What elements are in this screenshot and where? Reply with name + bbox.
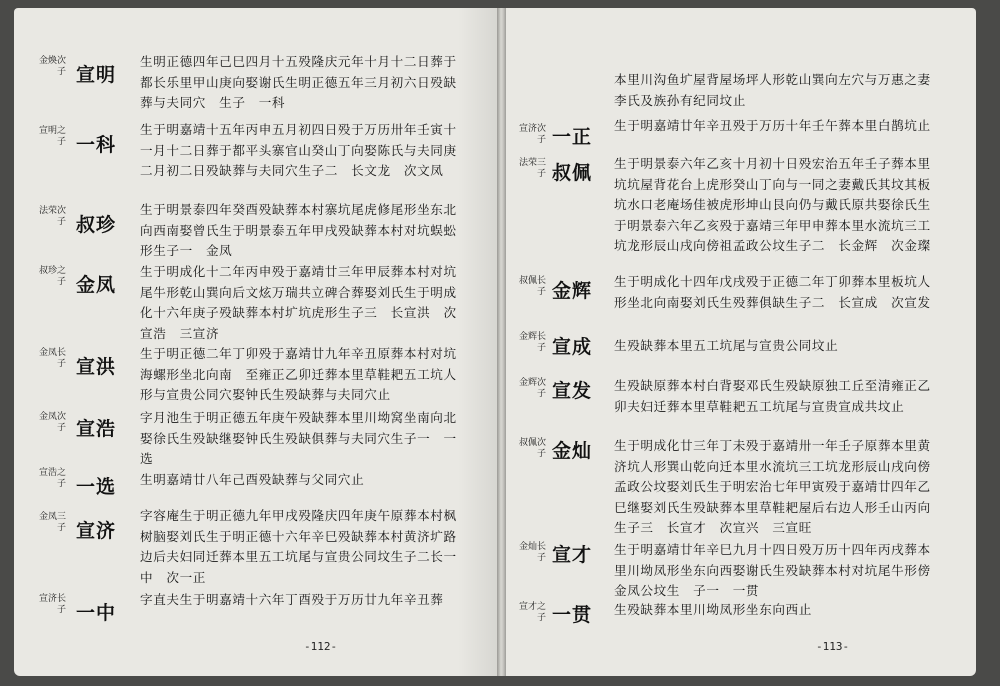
lineage-tag: 金煥次子 — [38, 56, 66, 77]
person-name: 一正 — [552, 126, 593, 148]
lineage-tag: 金辉长子 — [518, 332, 546, 353]
lineage-tag: 叔佩长子 — [518, 276, 546, 297]
lineage-tag: 金凤三子 — [38, 512, 66, 533]
biography-text: 生于明成化廿三年丁未殁于嘉靖卅一年壬子原葬本里黄济坑人形巽山乾向迁本里水流坑三工坑龙形辰山戌向傍孟政公坟娶刘氏生于明宏治七年甲寅殁于嘉靖廿四年乙巳继娶刘氏生殁缺葬本里草鞋耙屋后右边人形壬山丙向生子三 长宣才 次宣兴 三宣旺 — [614, 438, 931, 535]
lineage-tag: 金凤长子 — [38, 348, 66, 369]
biography-text: 生殁缺原葬本村白背娶邓氏生殁缺原独工丘至清雍正乙卯夫妇迁葬本里草鞋耙五工坑尾与宣贵宣成共坟止 — [614, 378, 931, 414]
biography-text: 生于明景泰四年癸酉殁缺葬本村寨坑尾虎修尾形坐东北向西南娶曾氏生于明景泰五年甲戌殁缺葬本村对坑蜈蚣形生子一 金凤 — [140, 202, 457, 258]
biography-text: 字月池生于明正德五年庚午殁缺葬本里川坳窝坐南向北娶徐氏生殁缺继娶钟氏生殁缺俱葬与夫同穴生子一 一选 — [140, 410, 457, 466]
biography-text: 生殁缺葬本里川坳凤形坐东向西止 — [614, 602, 812, 617]
lineage-tag: 金灿长子 — [518, 542, 546, 563]
person-name: 宣成 — [552, 336, 593, 358]
biography-text: 生于明嘉靖廿年辛巳九月十四日殁万历十四年丙戌葬本里川坳凤形坐东向西娶谢氏生殁缺葬本村对坑尾牛形傍金凤公坟生 子一 一贯 — [614, 542, 931, 598]
biography-text: 生明嘉靖廿八年己酉殁缺葬与父同穴止 — [140, 472, 365, 487]
person-name: 叔珍 — [76, 214, 117, 236]
person-name: 宣浩 — [76, 418, 117, 440]
lineage-tag: 宣浩之子 — [38, 468, 66, 489]
lineage-tag: 法荣次子 — [38, 206, 66, 227]
continuation-text: 本里川沟鱼圹屋背屋场坪人形乾山巽向左穴与万惠之妻李氏及族孙有纪同坟止 — [614, 72, 931, 108]
person-name: 宣才 — [552, 544, 593, 566]
biography-text: 生于明成化十四年戊戌殁于正德二年丁卯葬本里板坑人形坐北向南娶刘氏生殁葬俱缺生子二 长宣成 次宣发 — [614, 274, 931, 310]
lineage-tag: 金辉次子 — [518, 378, 546, 399]
biography-text: 生于明成化十二年丙申殁于嘉靖廿三年甲辰葬本村对坑尾牛形乾山巽向后文炫万瑞共立碑合葬娶刘氏生于明成化十六年庚子殁缺葬本村圹坑虎形生子三 长宣洪 次宣浩 三宣济 — [140, 264, 457, 341]
lineage-tag: 宣济次子 — [518, 124, 546, 145]
lineage-tag: 宣明之子 — [38, 126, 66, 147]
person-name: 金灿 — [552, 440, 593, 462]
person-name: 金辉 — [552, 280, 593, 302]
person-name: 一贯 — [552, 604, 593, 626]
biography-text: 字容庵生于明正德九年甲戌殁隆庆四年庚午原葬本村枫树脑娶刘氏生于明正德十六年辛巳殁缺葬本村黄济圹路边后夫妇同迁葬本里五工坑尾与宣贵公同坟生子二长一中 次一正 — [140, 508, 457, 585]
biography-text: 生于明正德二年丁卯殁于嘉靖廿九年辛丑原葬本村对坑海螺形坐北向南 至雍正乙卯迁葬本里草鞋耙五工坑人形与宣贵公同穴娶钟氏生殁缺葬与夫同穴止 — [140, 346, 457, 402]
person-name: 宣发 — [552, 380, 593, 402]
biography-text: 生明正德四年己巳四月十五殁隆庆元年十月十二日葬于都长乐里甲山庚向娶谢氏生明正德五年三月初六日殁缺葬与夫同穴 生子 一科 — [140, 54, 457, 110]
person-name: 宣济 — [76, 520, 117, 542]
biography-text: 生于明嘉靖十五年丙申五月初四日殁于万历卅年壬寅十一月十二日葬于都平头寨官山癸山丁向娶陈氏与夫同庚二月初二日殁缺葬与夫同穴生子二 长文龙 次文凤 — [140, 122, 457, 178]
lineage-tag: 叔佩次子 — [518, 438, 546, 459]
person-name: 一选 — [76, 476, 117, 498]
lineage-tag: 宣济长子 — [38, 594, 66, 615]
lineage-tag: 金凤次子 — [38, 412, 66, 433]
left-page — [14, 8, 498, 676]
lineage-tag: 宣才之子 — [518, 602, 546, 623]
lineage-tag: 法荣三子 — [518, 158, 546, 179]
person-name: 宣明 — [76, 64, 117, 86]
person-name: 宣洪 — [76, 356, 117, 378]
biography-text: 生于明景泰六年乙亥十月初十日殁宏治五年壬子葬本里坑坑屋背花台上虎形癸山丁向与一同之妻戴氏其坟其板坑水口老庵场佳被虎形坤山艮向仍与戴氏原共娶徐氏生于明景泰六年乙亥殁于嘉靖三年甲申葬本里水流坑三工坑龙形辰山戌向傍祖孟政公坟生子二 长金辉 次金璨 — [614, 156, 931, 253]
lineage-tag: 叔珍之子 — [38, 266, 66, 287]
person-name: 叔佩 — [552, 162, 593, 184]
person-name: 金凤 — [76, 274, 117, 296]
right-page — [506, 8, 976, 676]
page-number: -112- — [304, 640, 338, 653]
biography-text: 字直夫生于明嘉靖十六年丁酉殁于万历廿九年辛丑葬 — [140, 592, 444, 607]
person-name: 一中 — [76, 602, 117, 624]
person-name: 一科 — [76, 134, 117, 156]
biography-text: 生于明嘉靖廿年辛丑殁于万历十年壬午葬本里白鹊坑止 — [614, 118, 931, 133]
page-number: -113- — [816, 640, 850, 653]
biography-text: 生殁缺葬本里五工坑尾与宣贵公同坟止 — [614, 338, 839, 353]
